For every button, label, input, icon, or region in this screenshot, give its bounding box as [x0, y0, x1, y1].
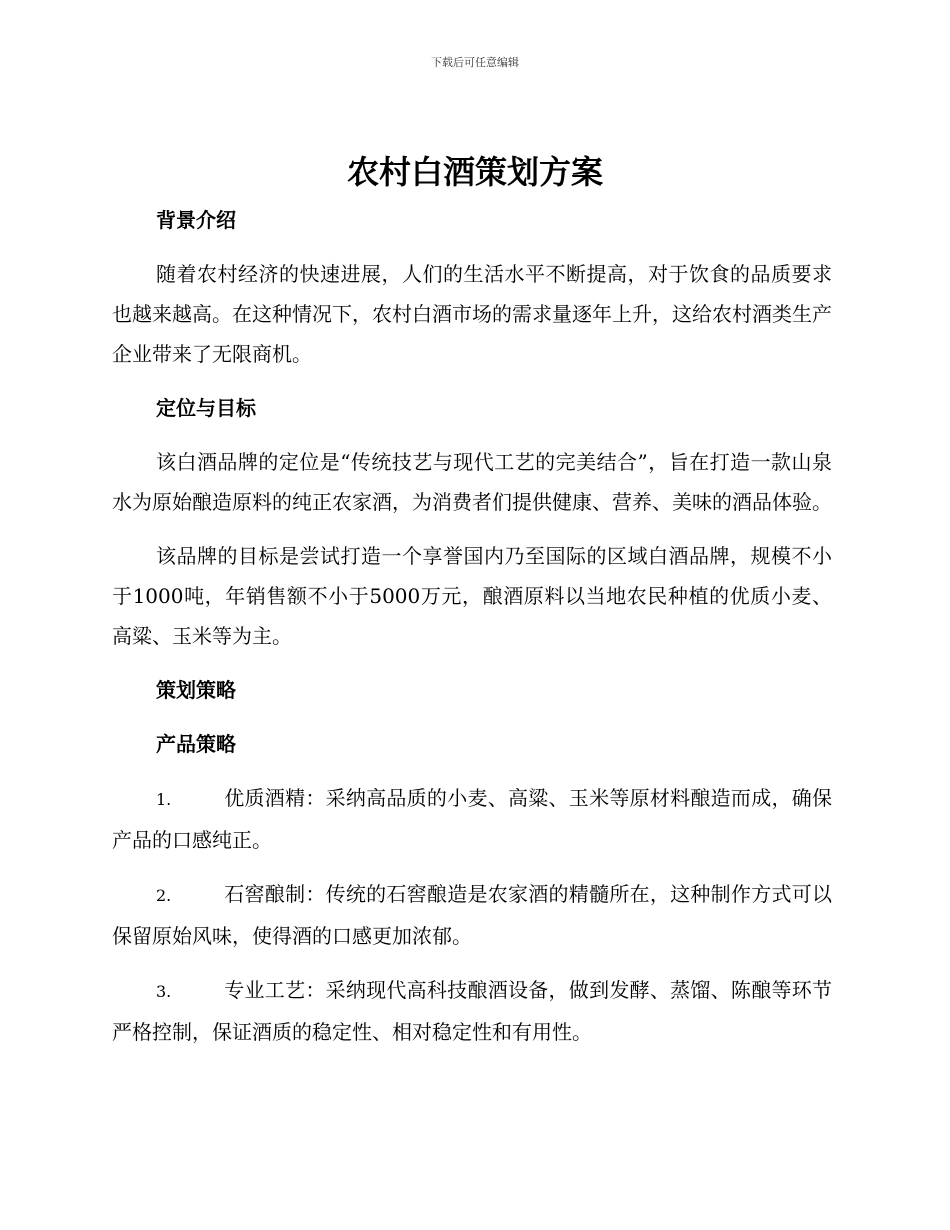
document-title: 农村白酒策划方案 [346, 153, 603, 191]
list-item [112, 970, 832, 1052]
list-number: 1. [156, 790, 172, 809]
heading-positioning: 定位与目标 [156, 396, 256, 420]
heading-product: 产品策略 [156, 732, 236, 756]
list-number: 3. [156, 982, 172, 1001]
paragraph-positioning: 该白酒品牌的定位是“传统技艺与现代工艺的完美结合”，旨在打造一款山泉水为原始酿造原料的纯正农家酒，为消费者们提供健康、营养、美味的酒品体验。 [112, 450, 832, 514]
list-text: 石窖酿制：传统的石窖酿造是农家酒的精髓所在，这种制作方式可以保留原始风味，使得酒的口感更加浓郁。 [112, 882, 832, 948]
list-number: 2. [156, 886, 172, 905]
paragraph-background: 随着农村经济的快速进展，人们的生活水平不断提高，对于饮食的品质要求也越来越高。在这种情况下，农村白酒市场的需求量逐年上升，这给农村酒类生产企业带来了无限商机。 [112, 262, 832, 366]
heading-background: 背景介绍 [156, 208, 236, 232]
list-item [112, 778, 832, 860]
heading-strategy: 策划策略 [156, 678, 236, 702]
document-body [112, 200, 832, 1052]
list-text: 专业工艺：采纳现代高科技酿酒设备，做到发酵、蒸馏、陈酿等环节严格控制，保证酒质的稳定性、相对稳定性和有用性。 [112, 978, 832, 1044]
header-note: 下载后可任意编辑 [431, 56, 519, 69]
paragraph-goal: 该品牌的目标是尝试打造一个享誉国内乃至国际的区域白酒品牌，规模不小于1000吨，年销售额不小于5000万元，酿酒原料以当地农民种植的优质小麦、高粱、玉米等为主。 [112, 544, 832, 648]
list-item [112, 874, 832, 956]
list-text: 优质酒精：采纳高品质的小麦、高粱、玉米等原材料酿造而成，确保产品的口感纯正。 [112, 786, 832, 852]
